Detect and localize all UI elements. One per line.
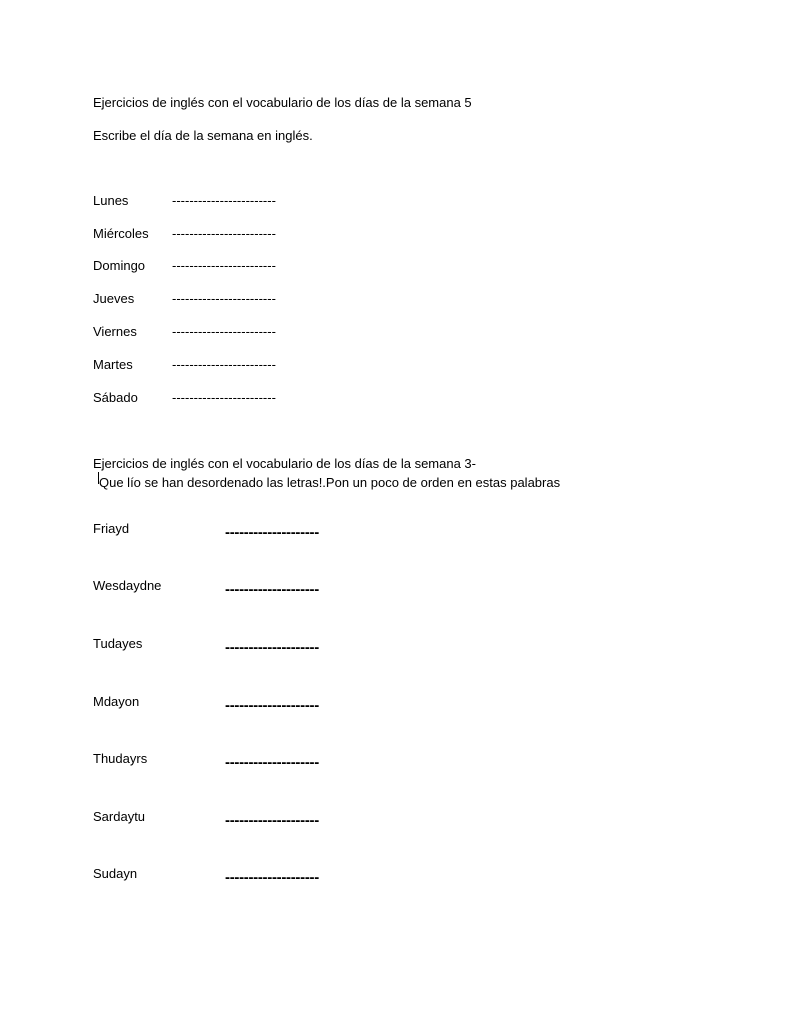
section1-instruction: Escribe el día de la semana en inglés. (93, 128, 313, 143)
section1-title: Ejercicios de inglés con el vocabulario de los días de la semana 5 (93, 95, 472, 110)
section1-blank[interactable]: ------------------------ (172, 390, 276, 405)
section2-word: Tudayes (93, 636, 143, 651)
section2-word: Mdayon (93, 694, 140, 709)
section2-blank[interactable]: -------------------- (225, 812, 319, 829)
section1-word: Domingo (93, 258, 146, 273)
section2-title: Ejercicios de inglés con el vocabulario de los días de la semana 3- (93, 456, 476, 471)
section2-word: Thudayrs (93, 751, 148, 766)
section2-word: Wesdaydne (93, 578, 162, 593)
section1-word: Martes (93, 357, 133, 372)
section2-blank[interactable]: -------------------- (225, 754, 319, 771)
section2-instruction: Que lío se han desordenado las letras!.Pon un poco de orden en estas palabras (99, 475, 561, 490)
section1-blank[interactable]: ------------------------ (172, 324, 276, 339)
section1-blank[interactable]: ------------------------ (172, 193, 276, 208)
section1-word: Sábado (93, 390, 138, 405)
section2-blank[interactable]: -------------------- (225, 639, 319, 656)
section2-word: Friayd (93, 521, 130, 536)
section1-blank[interactable]: ------------------------ (172, 357, 276, 372)
section1-blank[interactable]: ------------------------ (172, 226, 276, 241)
section1-word: Lunes (93, 193, 129, 208)
section2-blank[interactable]: -------------------- (225, 524, 319, 541)
section1-word: Jueves (93, 291, 135, 306)
section1-word: Miércoles (93, 226, 149, 241)
section2-blank[interactable]: -------------------- (225, 581, 319, 598)
section1-word: Viernes (93, 324, 137, 339)
section1-blank[interactable]: ------------------------ (172, 258, 276, 273)
section2-word: Sudayn (93, 866, 138, 881)
section2-blank[interactable]: -------------------- (225, 697, 319, 714)
section1-blank[interactable]: ------------------------ (172, 291, 276, 306)
section2-blank[interactable]: -------------------- (225, 869, 319, 886)
section2-word: Sardaytu (93, 809, 146, 824)
